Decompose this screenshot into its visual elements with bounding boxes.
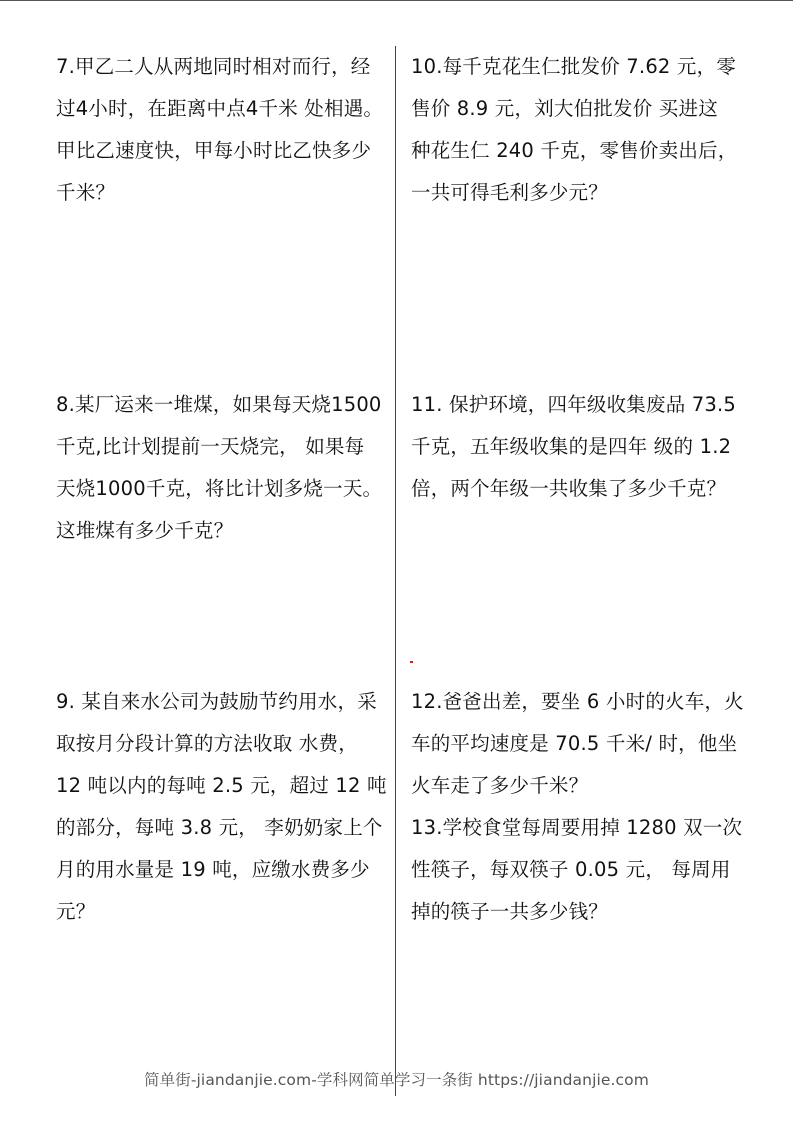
footer-watermark: 简单街-jiandanjie.com-学科网简单学习一条街 https://jiandanjie.com: [144, 1071, 649, 1089]
problem-12-line: 12.爸爸出差，要坐 6 小时的火车，火: [411, 690, 744, 713]
problem-9-line: 月的用水量是 19 吨，应缴水费多少: [56, 858, 370, 881]
problem-8-line: 千克,比计划提前一天烧完， 如果每: [56, 435, 365, 458]
problem-12: [411, 681, 744, 807]
problem-13-line: 13.学校食堂每周要用掉 1280 双一次: [411, 816, 743, 839]
problem-11-line: 倍，两个年级一共收集了多少千克？: [411, 477, 727, 500]
problem-7-line: 千米？: [56, 181, 116, 204]
red-mark: [410, 661, 413, 663]
problem-8-line: 8.某厂运来一堆煤，如果每天烧1500: [56, 393, 382, 416]
problem-13-line: 性筷子，每双筷子 0.05 元， 每周用: [411, 858, 731, 881]
problem-8: [56, 384, 382, 552]
problem-11-line: 千克，五年级收集的是四年 级的 1.2: [411, 435, 732, 458]
problem-13: [411, 807, 742, 933]
problem-10-line: 种花生仁 240 千克，零售价卖出后，: [411, 139, 738, 162]
problem-7-line: 过4小时，在距离中点4千米 处相遇。: [56, 97, 384, 120]
problem-9-line: 12 吨以内的每吨 2.5 元，超过 12 吨: [56, 774, 387, 797]
problem-10-line: 一共可得毛利多少元？: [411, 181, 609, 204]
problem-12-line: 车的平均速度是 70.5 千米/ 时，他坐: [411, 732, 738, 755]
problem-9: [56, 681, 387, 933]
problem-11: [411, 384, 736, 510]
problem-7-line: 7.甲乙二人从两地同时相对而行，经: [56, 55, 371, 78]
problem-7: [56, 46, 383, 214]
problem-11-line: 11. 保护环境，四年级收集废品 73.5: [411, 393, 737, 416]
problem-9-line: 取按月分段计算的方法收取 水费，: [56, 732, 358, 755]
problem-9-line: 的部分，每吨 3.8 元， 李奶奶家上个: [56, 816, 383, 839]
problem-9-line: 9. 某自来水公司为鼓励节约用水，采: [56, 690, 377, 713]
problem-9-line: 元？: [56, 900, 96, 923]
problem-10-line: 售价 8.9 元，刘大伯批发价 买进这: [411, 97, 718, 120]
column-divider: [395, 46, 396, 1096]
problem-8-line: 这堆煤有多少千克？: [56, 519, 234, 542]
problem-8-line: 天烧1000千克，将比计划多烧一天。: [56, 477, 383, 500]
problem-12-line: 火车走了多少千米？: [411, 774, 589, 797]
problem-7-line: 甲比乙速度快，甲每小时比乙快多少: [56, 139, 372, 162]
top-border: [0, 0, 793, 1]
problem-13-line: 掉的筷子一共多少钱？: [411, 900, 609, 923]
problem-10: [411, 46, 737, 214]
problem-10-line: 10.每千克花生仁批发价 7.62 元，零: [411, 55, 737, 78]
